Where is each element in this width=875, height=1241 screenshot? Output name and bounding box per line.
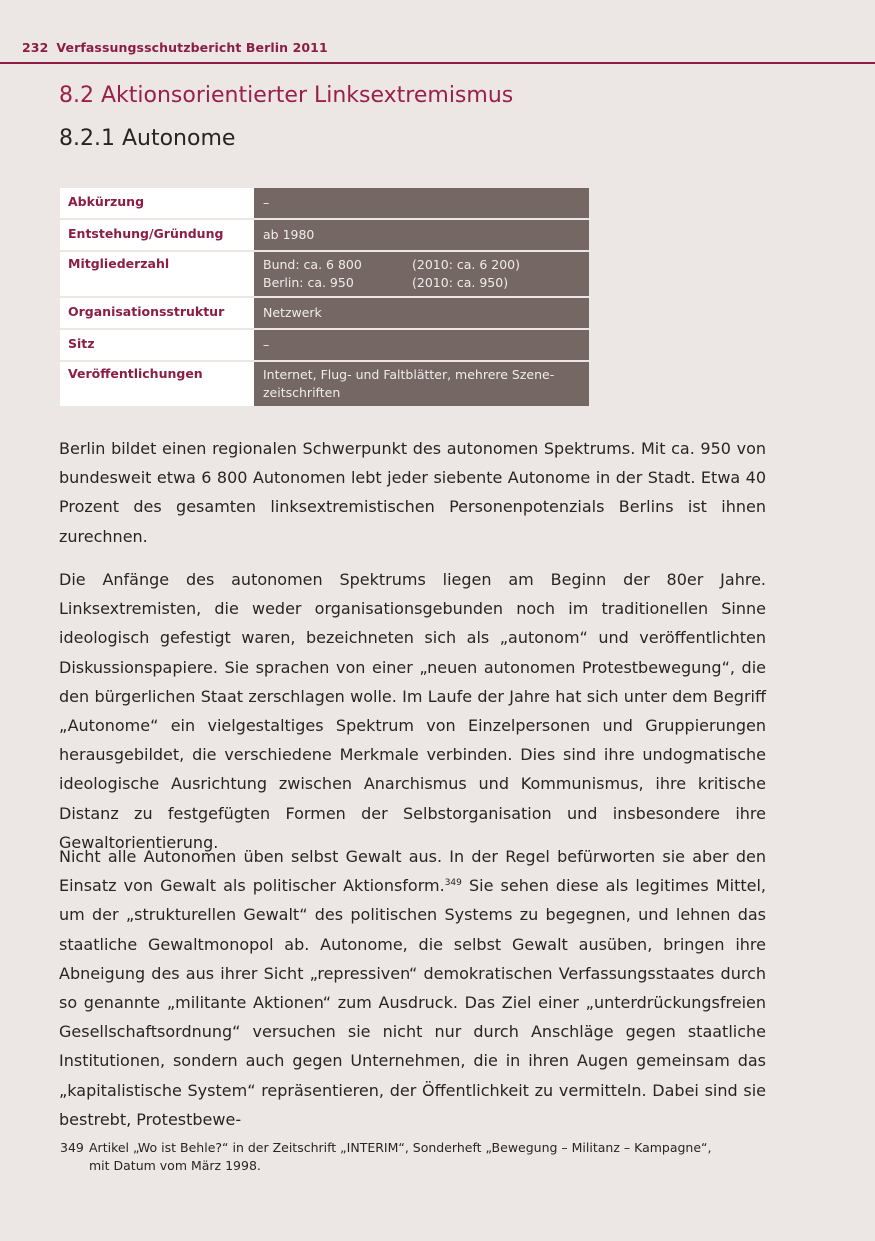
page-number: 232 (22, 40, 49, 55)
footnote-line: mit Datum vom März 1998. (89, 1158, 261, 1173)
footnote-text: Artikel „Wo ist Behle?“ in der Zeitschrift „INTERIM“, Sonderheft „Bewegung – Militanz – Kampagne“, (89, 1140, 712, 1155)
section-heading: 8.2 Aktionsorientierter Linksextremismus (59, 83, 514, 108)
publication-title: Verfassungsschutzbericht Berlin 2011 (56, 40, 328, 55)
running-head (22, 40, 328, 55)
footnote-reference[interactable]: 349 (444, 878, 462, 889)
fact-table (60, 188, 589, 408)
member-count-line (263, 274, 580, 292)
fact-value (254, 361, 589, 407)
header-rule (0, 62, 875, 64)
fact-value: Netzwerk (254, 297, 589, 329)
fact-row (60, 329, 589, 361)
publications-line: zeitschriften (263, 385, 341, 400)
body-paragraph: Berlin bildet einen regionalen Schwerpunkt des autonomen Spektrums. Mit ca. 950 von bundesweit etwa 6 800 Autonomen lebt jeder siebente Autonome in der Stadt. Etwa 40 Prozent des gesamten linksextremistischen Personenpotenzials Berlins ist ihnen zurechnen. (59, 439, 766, 546)
member-count-previous: (2010: ca. 950) (412, 275, 509, 290)
fact-label: Sitz (60, 329, 254, 361)
fact-value: – (254, 329, 589, 361)
footnote (60, 1139, 760, 1175)
fact-value: – (254, 188, 589, 219)
fact-row (60, 219, 589, 251)
subsection-heading: 8.2.1 Autonome (59, 126, 236, 151)
footnote-line (60, 1139, 760, 1157)
fact-row (60, 297, 589, 329)
fact-value (254, 251, 589, 297)
member-count-current: Bund: ca. 6 800 (263, 257, 362, 272)
fact-label: Mitgliederzahl (60, 251, 254, 297)
fact-label: Abkürzung (60, 188, 254, 219)
fact-value: ab 1980 (254, 219, 589, 251)
fact-label: Veröffentlichungen (60, 361, 254, 407)
member-count-previous: (2010: ca. 6 200) (412, 257, 521, 272)
footnote-number: 349 (60, 1140, 84, 1155)
paragraph-text: Nicht alle Autonomen üben selbst Gewalt aus. In der Regel befürworten sie aber den Einsatz von Gewalt als politischer Aktionsform. (59, 847, 766, 896)
fact-label: Organisationsstruktur (60, 297, 254, 329)
paragraph-text: Sie sehen diese als legitimes Mittel, um der „strukturellen Gewalt“ des politischen Systems zu begegnen, und lehnen das staatliche Gewaltmonopol ab. Autonome, die selbst Gewalt ausüben, bringen ihre Abneigung des aus ihrer Sicht „repressiven“ demokratischen Verfassungsstaates durch so genannte „militante Aktionen“ zum Ausdruck. Das Ziel einer „unterdrückungsfreien Gesellschaftsordnung“ versuchen sie nicht nur durch Anschläge gegen staatliche Institutionen, sondern auch gegen Unternehmen, die in ihren Augen gemeinsam das „kapitalistische System“ repräsentieren, der Öffentlichkeit zu vermitteln. Dabei sind sie bestrebt, Protestbewe- (59, 876, 766, 1129)
fact-label: Entstehung/Gründung (60, 219, 254, 251)
body-paragraph: Die Anfänge des autonomen Spektrums liegen am Beginn der 80er Jahre. Linksextremisten, die weder organisationsgebunden noch im traditionellen Sinne ideologisch gefestigt waren, bezeichneten sich als „autonom“ und veröffentlichten Diskussionspapiere. Sie sprachen von einer „neuen autonomen Protestbewegung“, die den bürgerlichen Staat zerschlagen wolle. Im Laufe der Jahre hat sich unter dem Begriff „Autonome“ ein vielgestaltiges Spektrum von Einzelpersonen und Gruppierungen herausgebildet, die verschiedene Merkmale verbinden. Dies sind ihre undogmatische ideologische Ausrichtung zwischen Anarchismus und Kommunismus, ihre kritische Distanz zu festgefügten Formen der Selbstorganisation und insbesondere ihre Gewaltorientierung. (59, 570, 766, 852)
body-paragraph (59, 842, 766, 1134)
publications-line: Internet, Flug- und Faltblätter, mehrere Szene- (263, 367, 555, 382)
fact-row (60, 361, 589, 407)
fact-row (60, 188, 589, 219)
fact-row (60, 251, 589, 297)
member-count-line (263, 256, 580, 274)
member-count-current: Berlin: ca. 950 (263, 275, 354, 290)
